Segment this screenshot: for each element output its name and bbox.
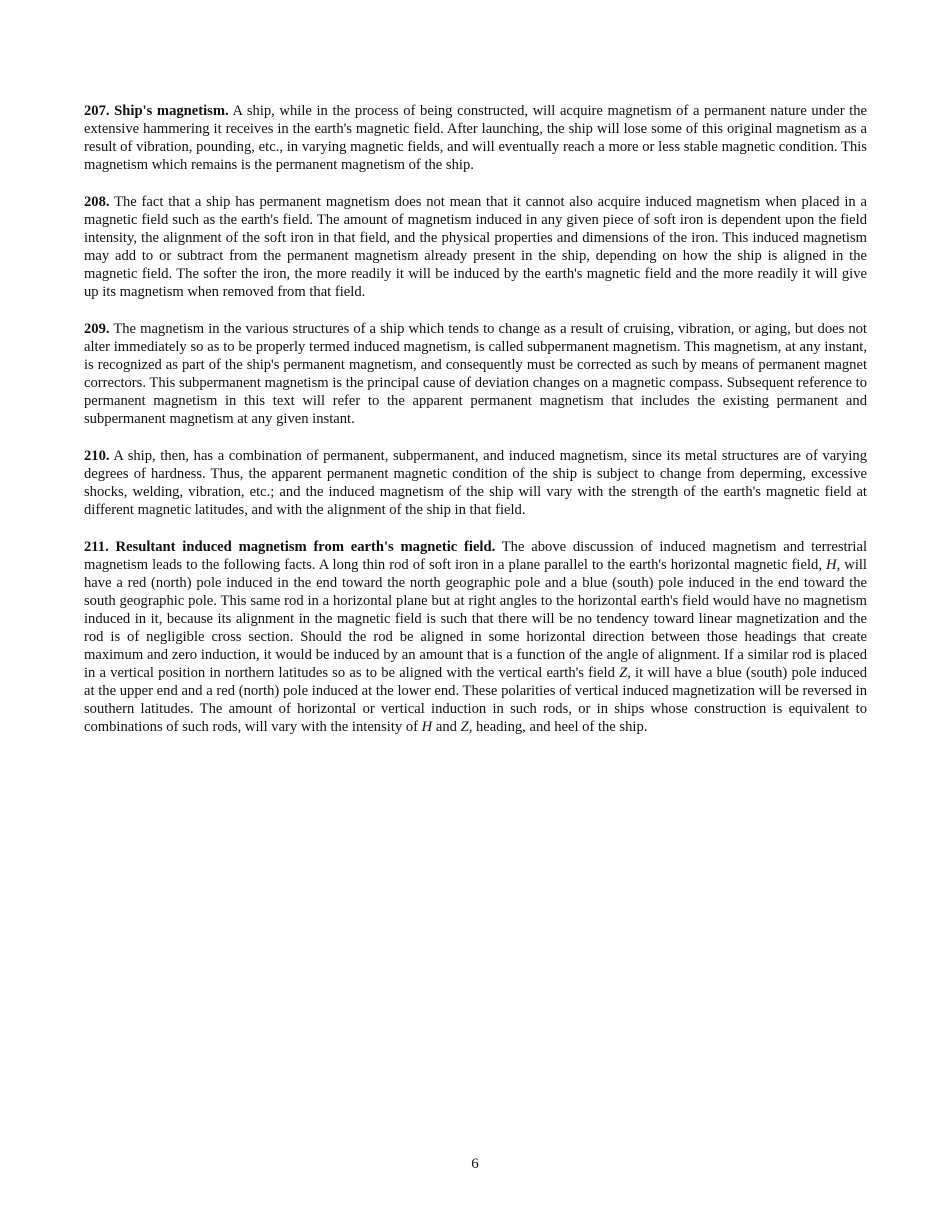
paragraph-text: and — [432, 719, 461, 735]
paragraph-heading: 207. Ship's magnetism. — [84, 103, 229, 119]
italic-symbol: H — [826, 557, 837, 573]
paragraph-heading: 211. Resultant induced magnetism from earth's magnetic field. — [84, 539, 496, 555]
paragraph-text: The fact that a ship has permanent magnetism does not mean that it cannot also acquire induced magnetism when placed in a magnetic field such as the earth's field. The amount of magnetism induced in any given piece of soft iron is dependent upon the field intensity, the alignment of the soft iron in that field, and the physical properties and dimensions of the iron. This induced magnetism may add to or subtract from the permanent magnetism already present in the ship, depending on how the ship is aligned in the magnetic field. The softer the iron, the more readily it will be induced by the earth's magnetic field and the more readily it will give up its magnetism when removed from that field. — [84, 194, 867, 300]
paragraph-heading: 210. — [84, 448, 110, 464]
paragraph-209 — [84, 320, 867, 428]
italic-symbol: H — [421, 719, 433, 735]
paragraph-text: , it will have a blue (south) pole induced at the upper end and a red (north) pole induced at the lower end. These polarities of vertical induced magnetization will be reversed in southern latitudes. The amount of horizontal or vertical induction in such rods, or in ships whose construction is equivalent to combinations of such rods, will vary with the intensity of — [84, 665, 867, 735]
document-body — [84, 102, 867, 755]
italic-symbol: Z — [460, 719, 469, 735]
paragraph-text: , heading, and heel of the ship. — [468, 719, 648, 735]
paragraph-211 — [84, 538, 867, 736]
paragraph-text: The above discussion of induced magnetism and terrestrial magnetism leads to the following facts. A long thin rod of soft iron in a plane parallel to the earth's horizontal magnetic field, — [84, 539, 867, 573]
paragraph-heading: 208. — [84, 194, 110, 210]
italic-symbol: Z — [619, 665, 628, 681]
paragraph-text: , will have a red (north) pole induced in the end toward the north geographic pole and a blue (south) pole induced in the end toward the south geographic pole. This same rod in a horizontal plane but at right angles to the horizontal earth's field would have no magnetism induced in it, because its alignment in the magnetic field is such that there will be no tendency toward linear magnetization and the rod is of negligible cross section. Should the rod be aligned in some horizontal direction between those headings that create maximum and zero induction, it would be induced by an amount that is a function of the angle of alignment. If a similar rod is placed in a vertical position in northern latitudes so as to be aligned with the vertical earth's field — [84, 557, 867, 681]
paragraph-text: A ship, then, has a combination of permanent, subpermanent, and induced magnetism, since its metal structures are of varying degrees of hardness. Thus, the apparent permanent magnetic condition of the ship is subject to change from deperming, excessive shocks, welding, vibration, etc.; and the induced magnetism of the ship will vary with the strength of the earth's magnetic field at different magnetic latitudes, and with the alignment of the ship in that field. — [84, 448, 867, 518]
paragraph-210 — [84, 447, 867, 519]
paragraph-208 — [84, 193, 867, 301]
page-number: 6 — [471, 1156, 479, 1172]
paragraph-text: A ship, while in the process of being constructed, will acquire magnetism of a permanent nature under the extensive hammering it receives in the earth's magnetic field. After launching, the ship will lose some of this original magnetism as a result of vibration, pounding, etc., in varying magnetic fields, and will eventually reach a more or less stable magnetic condition. This magnetism which remains is the permanent magnetism of the ship. — [84, 103, 868, 173]
paragraph-heading: 209. — [84, 321, 110, 337]
paragraph-207 — [84, 102, 867, 174]
paragraph-text: The magnetism in the various structures of a ship which tends to change as a result of cruising, vibration, or aging, but does not alter immediately so as to be properly termed induced magnetism, is called subpermanent magnetism. This magnetism, at any instant, is recognized as part of the ship's permanent magnetism, and consequently must be corrected as such by means of permanent magnet correctors. This subpermanent magnetism is the principal cause of deviation changes on a magnetic compass. Subsequent reference to permanent magnetism in this text will refer to the apparent permanent magnetism that includes the existing permanent and subpermanent magnetism at any given instant. — [84, 321, 867, 427]
